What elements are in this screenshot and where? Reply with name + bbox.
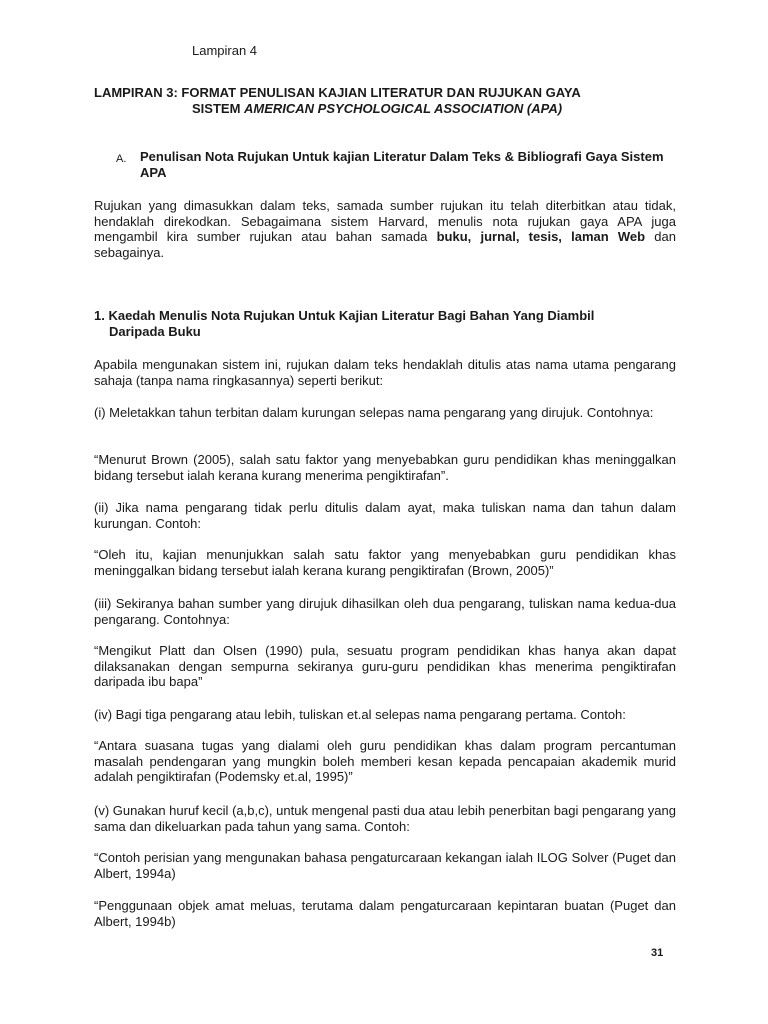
- title-line-2-prefix: SISTEM: [192, 100, 245, 116]
- quote-paragraph: “Menurut Brown (2005), salah satu faktor yang menyebabkan guru pendidikan khas meninggalkan bidang tersebut ialah kerana kurang menerima pengiktirafan”.: [94, 452, 676, 483]
- heading-1: [94, 308, 676, 340]
- paragraph: (v) Gunakan huruf kecil (a,b,c), untuk mengenal pasti dua atau lebih penerbitan bagi pengarang yang sama dan dikeluarkan pada tahun yang sama. Contoh:: [94, 803, 676, 834]
- title-line-1: LAMPIRAN 3: FORMAT PENULISAN KAJIAN LITERATUR DAN RUJUKAN GAYA: [94, 85, 581, 100]
- quote-paragraph: “Antara suasana tugas yang dialami oleh guru pendidikan khas dalam program percantuman masalah pendengaran yang mungkin boleh memberi kesan kepada pencapaian akademik murid adalah pengiktirafan (Podemsky et.al, 1995)”: [94, 738, 676, 784]
- intro-tail: dan sebagainya.: [94, 229, 676, 260]
- quote-paragraph: “Oleh itu, kajian menunjukkan salah satu faktor yang menyebabkan guru pendidikan khas meninggalkan bidang tersebut ialah kerana kurang pengiktirafan (Brown, 2005)”: [94, 547, 676, 578]
- quote-paragraph: “Contoh perisian yang mengunakan bahasa pengaturcaraan kekangan ialah ILOG Solver (Puget dan Albert, 1994a): [94, 850, 676, 881]
- paragraph: (ii) Jika nama pengarang tidak perlu ditulis dalam ayat, maka tuliskan nama dan tahun dalam kurungan. Contoh:: [94, 500, 676, 531]
- paragraph: (i) Meletakkan tahun terbitan dalam kurungan selepas nama pengarang yang dirujuk. Contohnya:: [94, 405, 654, 420]
- document-title: [94, 85, 694, 116]
- section-a-letter: A.: [116, 153, 127, 165]
- quote-paragraph: “Penggunaan objek amat meluas, terutama dalam pengaturcaraan kepintaran buatan (Puget dan Albert, 1994b): [94, 898, 676, 929]
- quote-paragraph: “Mengikut Platt dan Olsen (1990) pula, sesuatu program pendidikan khas hanya akan dapat dilaksanakan dengan sempurna sekiranya guru-guru pendidikan khas menerima pengiktirafan daripada ibu bapa”: [94, 643, 676, 689]
- paragraph: (iv) Bagi tiga pengarang atau lebih, tuliskan et.al selepas nama pengarang pertama. Contoh:: [94, 707, 626, 722]
- heading-1-line-1: 1. Kaedah Menulis Nota Rujukan Untuk Kajian Literatur Bagi Bahan Yang Diambil: [94, 308, 595, 323]
- intro-bold: buku, jurnal, tesis, laman Web: [436, 229, 646, 244]
- title-line-2: [94, 101, 694, 117]
- section-a-title: Penulisan Nota Rujukan Untuk kajian Literatur Dalam Teks & Bibliografi Gaya Sistem APA: [140, 149, 664, 180]
- title-line-2-italic: AMERICAN PSYCHOLOGICAL ASSOCIATION (APA): [244, 100, 563, 116]
- intro-paragraph: [94, 198, 676, 260]
- page-number: 31: [651, 947, 664, 959]
- appendix-label: Lampiran 4: [192, 43, 258, 58]
- heading-1-line-2: Daripada Buku: [109, 324, 201, 339]
- paragraph: (iii) Sekiranya bahan sumber yang dirujuk dihasilkan oleh dua pengarang, tuliskan nama kedua-dua pengarang. Contohnya:: [94, 596, 676, 627]
- intro-text: Rujukan yang dimasukkan dalam teks, samada sumber rujukan itu telah diterbitkan atau tidak, hendaklah direkodkan. Sebagaimana sistem Harvard, menulis nota rujukan gaya APA juga mengambil kira sumber rujukan atau bahan samada: [94, 198, 676, 244]
- paragraph: Apabila mengunakan sistem ini, rujukan dalam teks hendaklah ditulis atas nama utama pengarang sahaja (tanpa nama ringkasannya) seperti berikut:: [94, 357, 676, 388]
